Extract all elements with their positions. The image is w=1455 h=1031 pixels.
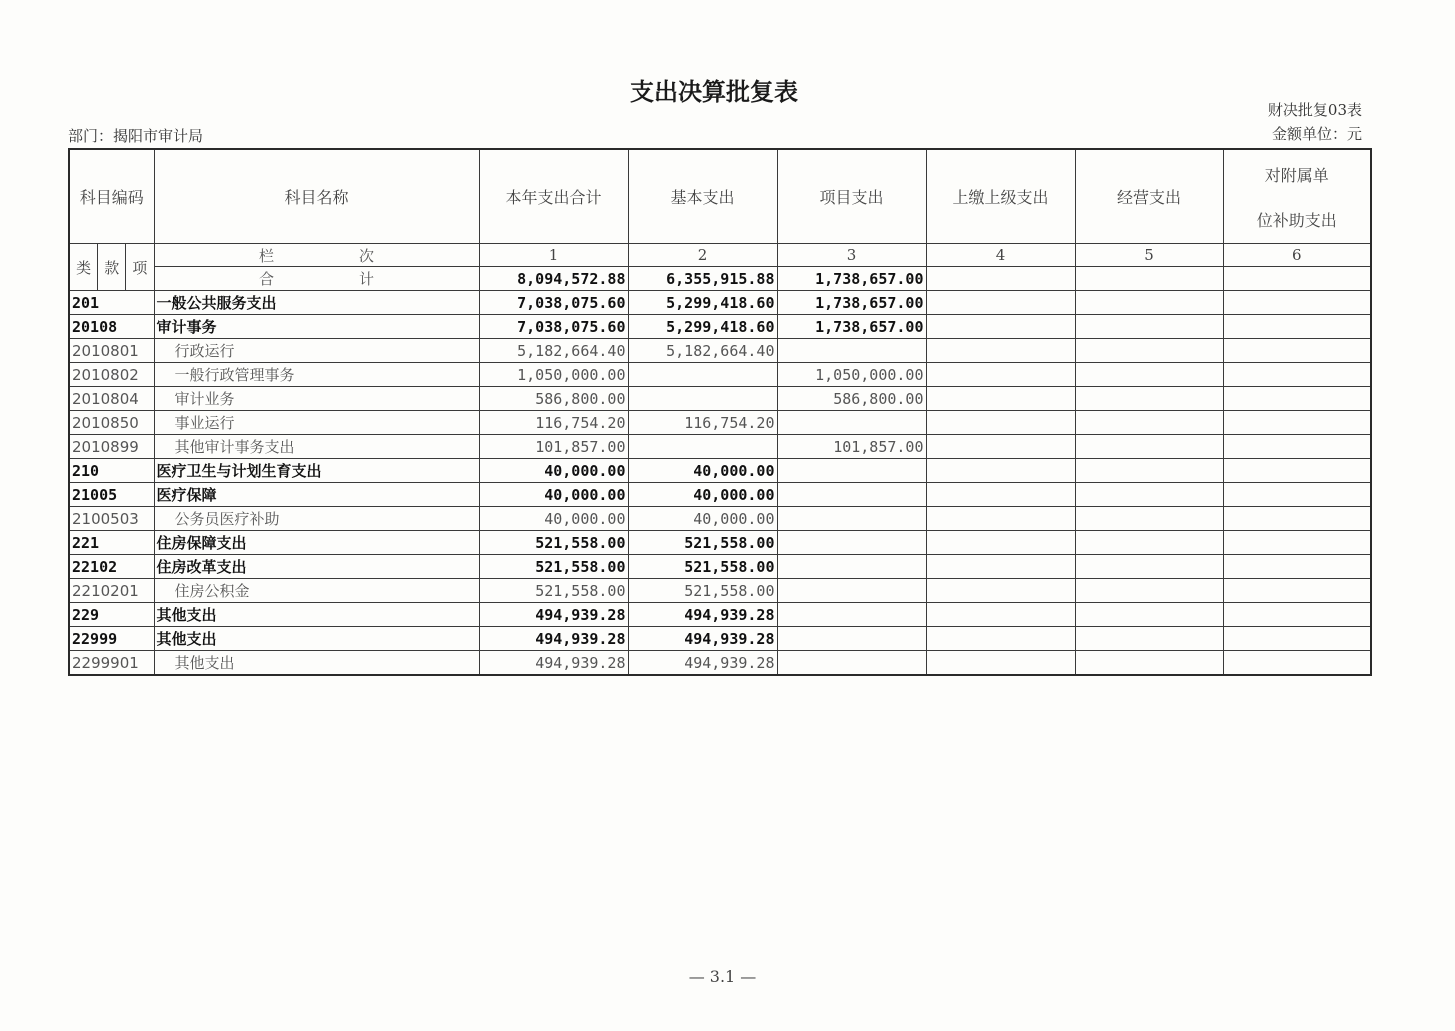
- table-row: [69, 459, 1371, 483]
- page-number: — 3.1 —: [688, 967, 757, 986]
- total-upper: [926, 267, 1075, 291]
- row-code: 229: [69, 603, 154, 627]
- row-total: 7,038,075.60: [479, 291, 628, 315]
- row-basic: 521,558.00: [628, 579, 777, 603]
- row-upper: [926, 651, 1075, 676]
- row-business: [1075, 579, 1223, 603]
- row-total: 101,857.00: [479, 435, 628, 459]
- header-subsidy: [1223, 149, 1371, 244]
- row-project: [777, 459, 926, 483]
- row-subsidy: [1223, 363, 1371, 387]
- row-basic: 116,754.20: [628, 411, 777, 435]
- row-upper: [926, 603, 1075, 627]
- row-basic: [628, 387, 777, 411]
- row-code: 2010804: [69, 387, 154, 411]
- row-code: 2010802: [69, 363, 154, 387]
- row-subsidy: [1223, 507, 1371, 531]
- row-subsidy: [1223, 531, 1371, 555]
- column-number: 6: [1223, 244, 1371, 267]
- row-business: [1075, 627, 1223, 651]
- row-project: 1,738,657.00: [777, 315, 926, 339]
- row-upper: [926, 531, 1075, 555]
- column-label-ci: 次: [358, 246, 374, 265]
- row-total: 521,558.00: [479, 531, 628, 555]
- row-name: 其他支出: [154, 651, 479, 676]
- row-total: 494,939.28: [479, 627, 628, 651]
- row-business: [1075, 603, 1223, 627]
- row-business: [1075, 459, 1223, 483]
- category-kuan: 款: [98, 244, 126, 290]
- table-row: [69, 435, 1371, 459]
- row-project: [777, 651, 926, 676]
- row-name: 其他支出: [154, 627, 479, 651]
- row-basic: 494,939.28: [628, 603, 777, 627]
- row-subsidy: [1223, 435, 1371, 459]
- row-project: [777, 531, 926, 555]
- row-name: 其他支出: [154, 603, 479, 627]
- row-total: 586,800.00: [479, 387, 628, 411]
- row-project: [777, 579, 926, 603]
- row-upper: [926, 291, 1075, 315]
- table-row: [69, 339, 1371, 363]
- row-business: [1075, 339, 1223, 363]
- row-basic: 5,299,418.60: [628, 291, 777, 315]
- row-total: 40,000.00: [479, 507, 628, 531]
- row-upper: [926, 459, 1075, 483]
- table-row: [69, 627, 1371, 651]
- row-business: [1075, 555, 1223, 579]
- row-project: [777, 411, 926, 435]
- form-code: 财决批复03表: [1267, 101, 1362, 119]
- row-business: [1075, 435, 1223, 459]
- header-business: 经营支出: [1075, 149, 1223, 244]
- table-row: [69, 507, 1371, 531]
- row-subsidy: [1223, 459, 1371, 483]
- column-number: 3: [777, 244, 926, 267]
- row-subsidy: [1223, 579, 1371, 603]
- row-total: 40,000.00: [479, 483, 628, 507]
- row-upper: [926, 555, 1075, 579]
- row-name: 一般行政管理事务: [154, 363, 479, 387]
- row-name: 公务员医疗补助: [154, 507, 479, 531]
- department-label: 部门：揭阳市审计局: [68, 127, 204, 145]
- row-subsidy: [1223, 603, 1371, 627]
- table-row: [69, 651, 1371, 676]
- column-label-lan: 栏: [258, 246, 274, 265]
- row-business: [1075, 531, 1223, 555]
- column-label-cell: [154, 244, 479, 267]
- row-upper: [926, 387, 1075, 411]
- row-total: 494,939.28: [479, 603, 628, 627]
- table-row: [69, 531, 1371, 555]
- column-number: 2: [628, 244, 777, 267]
- row-basic: 494,939.28: [628, 651, 777, 676]
- header-code: 科目编码: [69, 149, 154, 244]
- row-name: 住房改革支出: [154, 555, 479, 579]
- row-code: 2210201: [69, 579, 154, 603]
- row-basic: 40,000.00: [628, 459, 777, 483]
- row-basic: 40,000.00: [628, 507, 777, 531]
- row-upper: [926, 627, 1075, 651]
- row-project: 586,800.00: [777, 387, 926, 411]
- row-code: 2299901: [69, 651, 154, 676]
- table-row: [69, 579, 1371, 603]
- row-basic: [628, 435, 777, 459]
- row-project: 101,857.00: [777, 435, 926, 459]
- table-row: [69, 291, 1371, 315]
- total-total: 8,094,572.88: [479, 267, 628, 291]
- row-project: [777, 627, 926, 651]
- row-total: 116,754.20: [479, 411, 628, 435]
- grand-total-row: [69, 267, 1371, 291]
- row-subsidy: [1223, 291, 1371, 315]
- column-number-row: [69, 244, 1371, 267]
- row-project: 1,050,000.00: [777, 363, 926, 387]
- table-row: [69, 555, 1371, 579]
- header-name: 科目名称: [154, 149, 479, 244]
- category-lei: 类: [70, 244, 98, 290]
- row-code: 22999: [69, 627, 154, 651]
- row-total: 521,558.00: [479, 579, 628, 603]
- total-label-cell: [154, 267, 479, 291]
- header-total: 本年支出合计: [479, 149, 628, 244]
- total-label-ji: 计: [358, 270, 374, 288]
- row-name: 医疗卫生与计划生育支出: [154, 459, 479, 483]
- row-subsidy: [1223, 387, 1371, 411]
- row-name: 一般公共服务支出: [154, 291, 479, 315]
- column-number: 4: [926, 244, 1075, 267]
- row-subsidy: [1223, 411, 1371, 435]
- row-subsidy: [1223, 627, 1371, 651]
- header-row: [69, 149, 1371, 244]
- category-level-cell: [69, 244, 154, 291]
- row-business: [1075, 411, 1223, 435]
- row-business: [1075, 363, 1223, 387]
- table-row: [69, 387, 1371, 411]
- row-name: 住房公积金: [154, 579, 479, 603]
- row-business: [1075, 291, 1223, 315]
- row-subsidy: [1223, 339, 1371, 363]
- table-row: [69, 363, 1371, 387]
- row-code: 21005: [69, 483, 154, 507]
- row-basic: 521,558.00: [628, 555, 777, 579]
- row-code: 201: [69, 291, 154, 315]
- row-business: [1075, 483, 1223, 507]
- row-code: 2010850: [69, 411, 154, 435]
- row-project: [777, 555, 926, 579]
- row-basic: [628, 363, 777, 387]
- row-name: 住房保障支出: [154, 531, 479, 555]
- row-upper: [926, 339, 1075, 363]
- row-project: [777, 603, 926, 627]
- row-business: [1075, 651, 1223, 676]
- row-upper: [926, 411, 1075, 435]
- row-upper: [926, 363, 1075, 387]
- row-total: 1,050,000.00: [479, 363, 628, 387]
- row-name: 审计事务: [154, 315, 479, 339]
- row-project: 1,738,657.00: [777, 291, 926, 315]
- row-code: 22102: [69, 555, 154, 579]
- page-title: 支出决算批复表: [630, 78, 798, 106]
- table-row: [69, 315, 1371, 339]
- row-name: 事业运行: [154, 411, 479, 435]
- row-total: 521,558.00: [479, 555, 628, 579]
- row-subsidy: [1223, 651, 1371, 676]
- row-basic: 5,182,664.40: [628, 339, 777, 363]
- row-basic: 40,000.00: [628, 483, 777, 507]
- column-number: 5: [1075, 244, 1223, 267]
- row-upper: [926, 483, 1075, 507]
- total-label-he: 合: [258, 270, 274, 288]
- row-subsidy: [1223, 315, 1371, 339]
- total-project: 1,738,657.00: [777, 267, 926, 291]
- row-total: 5,182,664.40: [479, 339, 628, 363]
- row-basic: 521,558.00: [628, 531, 777, 555]
- row-name: 审计业务: [154, 387, 479, 411]
- row-name: 医疗保障: [154, 483, 479, 507]
- header-upper: 上缴上级支出: [926, 149, 1075, 244]
- row-basic: 5,299,418.60: [628, 315, 777, 339]
- header-subsidy-line2: 位补助支出: [1256, 210, 1337, 230]
- row-upper: [926, 315, 1075, 339]
- total-business: [1075, 267, 1223, 291]
- row-code: 2100503: [69, 507, 154, 531]
- table-row: [69, 483, 1371, 507]
- row-project: [777, 339, 926, 363]
- row-name: 行政运行: [154, 339, 479, 363]
- row-upper: [926, 579, 1075, 603]
- row-upper: [926, 435, 1075, 459]
- row-code: 221: [69, 531, 154, 555]
- row-project: [777, 507, 926, 531]
- row-code: 20108: [69, 315, 154, 339]
- row-total: 40,000.00: [479, 459, 628, 483]
- row-business: [1075, 507, 1223, 531]
- row-basic: 494,939.28: [628, 627, 777, 651]
- header-subsidy-line1: 对附属单: [1264, 165, 1329, 185]
- row-business: [1075, 315, 1223, 339]
- category-xiang: 项: [132, 258, 148, 277]
- total-subsidy: [1223, 267, 1371, 291]
- row-code: 2010801: [69, 339, 154, 363]
- row-code: 2010899: [69, 435, 154, 459]
- row-total: 494,939.28: [479, 651, 628, 676]
- header-project: 项目支出: [777, 149, 926, 244]
- row-name: 其他审计事务支出: [154, 435, 479, 459]
- column-number: 1: [479, 244, 628, 267]
- row-code: 210: [69, 459, 154, 483]
- total-basic: 6,355,915.88: [628, 267, 777, 291]
- table-row: [69, 411, 1371, 435]
- expenditure-table: [68, 148, 1372, 676]
- row-total: 7,038,075.60: [479, 315, 628, 339]
- table-row: [69, 603, 1371, 627]
- row-project: [777, 483, 926, 507]
- row-upper: [926, 507, 1075, 531]
- row-subsidy: [1223, 483, 1371, 507]
- header-basic: 基本支出: [628, 149, 777, 244]
- row-business: [1075, 387, 1223, 411]
- row-subsidy: [1223, 555, 1371, 579]
- amount-unit: 金额单位：元: [1271, 125, 1362, 143]
